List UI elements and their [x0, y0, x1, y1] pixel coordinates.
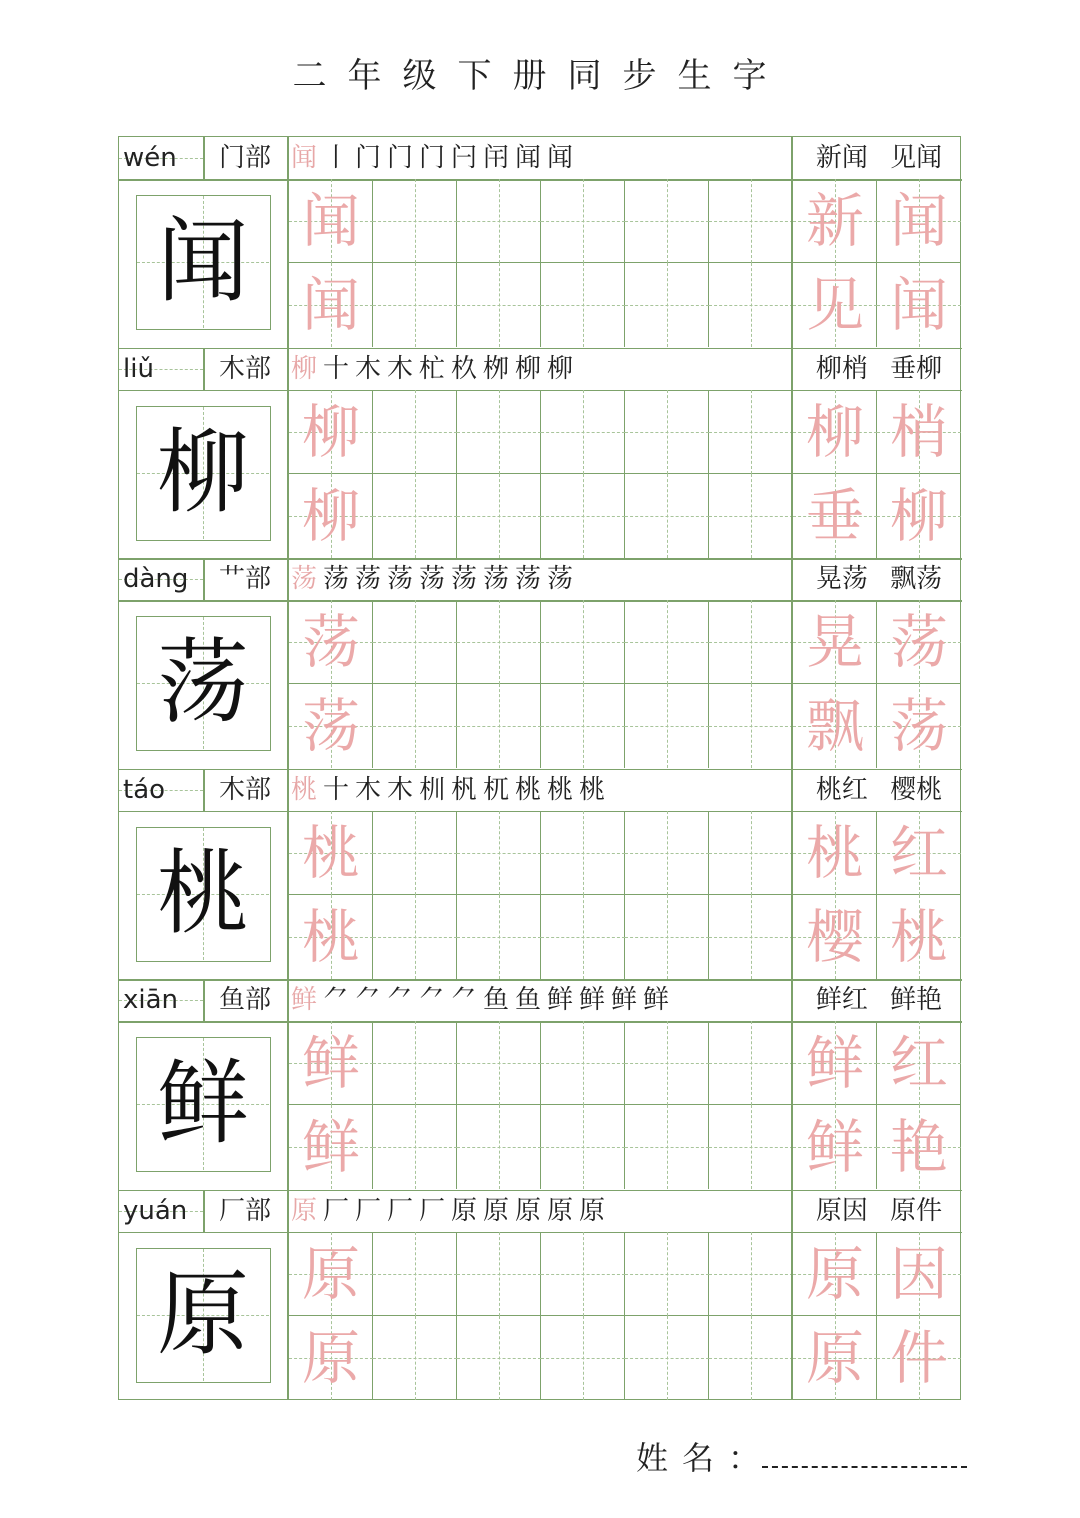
char-block [119, 769, 962, 980]
word-trace-char: 闻 [889, 271, 948, 339]
example-words: 桃红 樱桃 [815, 774, 943, 805]
example-words: 鲜红 鲜艳 [815, 985, 943, 1015]
cell-guide [751, 474, 752, 558]
header-separator [791, 137, 793, 179]
pinyin: liǔ [123, 353, 154, 384]
practice-cell[interactable] [625, 474, 709, 558]
trace-char: 荡 [301, 608, 360, 676]
cell-guide [667, 684, 668, 768]
model-char-box [136, 406, 271, 541]
practice-cell[interactable] [289, 684, 373, 768]
practice-cell[interactable] [709, 1316, 793, 1400]
model-char-box [136, 195, 271, 330]
example-words: 柳梢 垂柳 [815, 353, 943, 384]
practice-cell[interactable] [457, 474, 541, 558]
stroke-order-full: 荡 [291, 564, 324, 594]
trace-char: 闻 [301, 187, 360, 255]
model-char-box [136, 1037, 271, 1172]
header-separator [287, 137, 289, 179]
cell-guide [667, 1021, 668, 1105]
word-trace-char: 荡 [889, 608, 948, 676]
name-field[interactable] [762, 1466, 967, 1468]
cell-guide [583, 474, 584, 558]
practice-cell[interactable] [457, 1105, 541, 1189]
cell-guide [751, 684, 752, 768]
stroke-order-full: 桃 [291, 774, 324, 805]
cell-guide [667, 1316, 668, 1400]
trace-char: 柳 [301, 397, 360, 466]
cell-guide [667, 390, 668, 474]
example-words: 原因 原件 [815, 1195, 943, 1226]
practice-cell[interactable] [373, 263, 457, 347]
stroke-order-steps: 荡荡荡荡荡荡荡荡 [323, 564, 580, 594]
practice-cell[interactable] [625, 811, 709, 895]
page-title: 二年级下册同步生字 [292, 56, 788, 96]
practice-cell[interactable] [709, 600, 793, 684]
trace-char: 鲜 [301, 1029, 360, 1097]
trace-char: 荡 [301, 692, 360, 760]
char-block [119, 558, 962, 769]
stroke-order-full: 原 [291, 1195, 324, 1226]
words-column-border [791, 179, 793, 348]
radical: 木部 [218, 774, 271, 805]
practice-cell[interactable] [289, 1232, 373, 1316]
word-trace-char: 柳 [805, 397, 864, 466]
cell-guide [499, 390, 500, 474]
cell-guide [499, 1021, 500, 1105]
name-label: 姓名： [636, 1439, 775, 1477]
word-trace-char: 见 [805, 271, 864, 339]
practice-cell[interactable] [289, 474, 373, 558]
cell-guide [751, 263, 752, 347]
practice-cell[interactable] [625, 263, 709, 347]
trace-char: 桃 [301, 902, 360, 971]
header-separator [791, 979, 793, 1021]
cell-guide [583, 1232, 584, 1316]
example-words: 新闻 见闻 [815, 143, 943, 173]
word-trace-char: 晃 [805, 608, 864, 676]
stroke-order [291, 769, 791, 811]
cell-guide [583, 600, 584, 684]
model-char-box [136, 616, 271, 751]
practice-cell[interactable] [625, 600, 709, 684]
word-trace-char: 艳 [889, 1113, 948, 1181]
practice-cell[interactable] [709, 390, 793, 474]
cell-guide [667, 895, 668, 979]
header-separator [287, 558, 289, 600]
practice-cell[interactable] [541, 179, 625, 263]
model-char: 原 [156, 1260, 249, 1368]
practice-cell[interactable] [373, 1232, 457, 1316]
word-cell[interactable] [793, 895, 877, 979]
word-cell[interactable] [793, 474, 877, 558]
cell-guide [415, 1316, 416, 1400]
cell-guide [415, 1021, 416, 1105]
practice-cell[interactable] [289, 263, 373, 347]
cell-guide [415, 1232, 416, 1316]
cell-guide [583, 684, 584, 768]
cell-guide [667, 474, 668, 558]
practice-sheet [118, 136, 961, 1400]
cell-guide [583, 1316, 584, 1400]
model-char: 桃 [156, 839, 249, 947]
practice-cell[interactable] [373, 179, 457, 263]
cell-guide [751, 1316, 752, 1400]
trace-char: 柳 [301, 481, 360, 550]
practice-cell[interactable] [709, 1021, 793, 1105]
words-column-border [791, 600, 793, 769]
word-trace-char: 鲜 [805, 1113, 864, 1181]
practice-cell[interactable] [289, 1021, 373, 1105]
stroke-order-steps: 十木木杊杋杌桃桃桃 [323, 774, 612, 805]
practice-cell[interactable] [373, 390, 457, 474]
stroke-order [291, 348, 791, 390]
practice-cell[interactable] [541, 1316, 625, 1400]
practice-cell[interactable] [541, 1105, 625, 1189]
stroke-order [291, 1190, 791, 1232]
model-char-box [136, 827, 271, 962]
practice-cell[interactable] [625, 1021, 709, 1105]
words-column-border [791, 1232, 793, 1401]
example-words: 晃荡 飘荡 [815, 564, 943, 594]
cell-guide [415, 1105, 416, 1189]
cell-guide [415, 895, 416, 979]
stroke-order-steps: 丨门门门闩闬闻闻 [323, 143, 580, 173]
practice-cell[interactable] [625, 1105, 709, 1189]
cell-guide [751, 1105, 752, 1189]
word-cell[interactable] [877, 600, 961, 684]
practice-cell[interactable] [289, 390, 373, 474]
char-block [119, 1190, 962, 1401]
word-trace-char: 鲜 [805, 1029, 864, 1097]
word-cell[interactable] [877, 474, 961, 558]
word-trace-char: 梢 [889, 397, 948, 466]
practice-cell[interactable] [709, 684, 793, 768]
cell-guide [499, 684, 500, 768]
model-char: 闻 [156, 208, 249, 315]
char-block [119, 348, 962, 559]
cell-guide [415, 263, 416, 347]
word-cell[interactable] [877, 895, 961, 979]
words-column-border [791, 390, 793, 559]
cell-guide [499, 1232, 500, 1316]
word-cell[interactable] [793, 390, 877, 474]
practice-cell[interactable] [457, 600, 541, 684]
practice-cell[interactable] [457, 263, 541, 347]
cell-guide [751, 895, 752, 979]
cell-guide [751, 390, 752, 474]
practice-cell[interactable] [709, 263, 793, 347]
practice-cell[interactable] [373, 684, 457, 768]
practice-cell[interactable] [289, 600, 373, 684]
words-column-border [791, 811, 793, 980]
word-trace-char: 柳 [889, 481, 948, 550]
practice-cell[interactable] [541, 263, 625, 347]
practice-cell[interactable] [625, 390, 709, 474]
word-cell[interactable] [877, 1316, 961, 1400]
stroke-order-full: 闻 [291, 143, 324, 173]
pinyin: xiān [123, 985, 179, 1015]
practice-cell[interactable] [541, 1021, 625, 1105]
header-separator [791, 558, 793, 600]
practice-cell[interactable] [709, 1105, 793, 1189]
word-cell[interactable] [877, 811, 961, 895]
cell-guide [499, 474, 500, 558]
word-cell[interactable] [793, 1021, 877, 1105]
cell-guide [415, 600, 416, 684]
practice-cell[interactable] [373, 600, 457, 684]
cell-guide [583, 179, 584, 263]
practice-cell[interactable] [373, 811, 457, 895]
stroke-order-full: 鲜 [291, 985, 324, 1015]
practice-cell[interactable] [373, 474, 457, 558]
practice-cell[interactable] [373, 1316, 457, 1400]
practice-cell[interactable] [709, 474, 793, 558]
practice-cell[interactable] [709, 1232, 793, 1316]
practice-cell[interactable] [457, 390, 541, 474]
word-cell[interactable] [793, 1105, 877, 1189]
cell-guide [499, 179, 500, 263]
word-trace-char: 垂 [805, 481, 864, 550]
practice-cell[interactable] [541, 390, 625, 474]
practice-cell[interactable] [625, 179, 709, 263]
cell-guide [583, 1021, 584, 1105]
trace-char: 原 [301, 1323, 360, 1392]
word-cell[interactable] [877, 1021, 961, 1105]
pinyin: wén [123, 143, 177, 173]
word-trace-char: 闻 [889, 187, 948, 255]
cell-guide [499, 263, 500, 347]
stroke-order-steps: 十木木杧杦栁柳柳 [323, 353, 580, 384]
header-separator [791, 348, 793, 390]
cell-guide [667, 600, 668, 684]
word-cell[interactable] [793, 684, 877, 768]
practice-cell[interactable] [457, 895, 541, 979]
word-cell[interactable] [877, 179, 961, 263]
practice-cell[interactable] [457, 179, 541, 263]
radical: 木部 [218, 353, 271, 384]
word-trace-char: 件 [889, 1323, 948, 1392]
practice-cell[interactable] [625, 684, 709, 768]
cell-guide [499, 1316, 500, 1400]
practice-cell[interactable] [289, 179, 373, 263]
cell-guide [415, 179, 416, 263]
practice-cell[interactable] [457, 1316, 541, 1400]
cell-guide [583, 263, 584, 347]
stroke-order [291, 137, 791, 179]
word-cell[interactable] [877, 1232, 961, 1316]
header-separator [791, 769, 793, 811]
cell-guide [667, 1232, 668, 1316]
word-trace-char: 红 [889, 1029, 948, 1097]
radical: 艹部 [218, 564, 271, 594]
cell-guide [667, 179, 668, 263]
practice-cell[interactable] [289, 895, 373, 979]
cell-guide [751, 179, 752, 263]
pinyin: táo [123, 774, 166, 805]
model-char: 柳 [156, 418, 249, 526]
practice-cell[interactable] [541, 684, 625, 768]
word-cell[interactable] [793, 263, 877, 347]
word-cell[interactable] [793, 179, 877, 263]
practice-cell[interactable] [457, 811, 541, 895]
model-char: 荡 [156, 629, 249, 736]
word-trace-char: 红 [889, 818, 948, 887]
practice-cell[interactable] [625, 895, 709, 979]
header-separator [287, 769, 289, 811]
word-trace-char: 飘 [805, 692, 864, 760]
cell-guide [415, 474, 416, 558]
cell-guide [415, 390, 416, 474]
practice-cell[interactable] [625, 1316, 709, 1400]
cell-guide [751, 1021, 752, 1105]
practice-cell[interactable] [289, 811, 373, 895]
char-block [119, 979, 962, 1190]
practice-cell[interactable] [457, 684, 541, 768]
word-trace-char: 桃 [805, 818, 864, 887]
practice-cell[interactable] [289, 1316, 373, 1400]
cell-guide [499, 895, 500, 979]
word-cell[interactable] [877, 390, 961, 474]
stroke-order-steps: ⺈⺈⺈⺈⺈鱼鱼鲜鲜鲜鲜 [323, 985, 676, 1015]
stroke-order-full: 柳 [291, 353, 324, 384]
cell-guide [499, 600, 500, 684]
cell-guide [667, 811, 668, 895]
word-trace-char: 桃 [889, 902, 948, 971]
header-separator [287, 979, 289, 1021]
word-trace-char: 樱 [805, 902, 864, 971]
cell-guide [751, 600, 752, 684]
stroke-order [291, 558, 791, 600]
word-trace-char: 新 [805, 187, 864, 255]
header-separator [287, 1190, 289, 1232]
cell-guide [583, 811, 584, 895]
practice-cell[interactable] [457, 1232, 541, 1316]
practice-cell[interactable] [709, 811, 793, 895]
word-cell[interactable] [877, 684, 961, 768]
practice-cell[interactable] [289, 1105, 373, 1189]
practice-cell[interactable] [541, 600, 625, 684]
practice-cell[interactable] [457, 1021, 541, 1105]
cell-guide [499, 1105, 500, 1189]
char-block [119, 137, 962, 348]
trace-char: 闻 [301, 271, 360, 339]
word-cell[interactable] [877, 1105, 961, 1189]
header-separator [287, 348, 289, 390]
trace-char: 鲜 [301, 1113, 360, 1181]
cell-guide [415, 684, 416, 768]
cell-guide [583, 390, 584, 474]
practice-cell[interactable] [541, 895, 625, 979]
practice-cell[interactable] [373, 895, 457, 979]
radical: 鱼部 [218, 985, 271, 1015]
cell-guide [667, 1105, 668, 1189]
practice-cell[interactable] [541, 474, 625, 558]
word-trace-char: 荡 [889, 692, 948, 760]
cell-guide [415, 811, 416, 895]
radical: 门部 [218, 143, 271, 173]
practice-cell[interactable] [709, 179, 793, 263]
word-cell[interactable] [793, 600, 877, 684]
word-cell[interactable] [793, 1232, 877, 1316]
words-column-border [791, 1021, 793, 1190]
trace-char: 桃 [301, 818, 360, 887]
pinyin: yuán [123, 1195, 188, 1226]
word-cell[interactable] [793, 811, 877, 895]
word-cell[interactable] [877, 263, 961, 347]
practice-cell[interactable] [373, 1105, 457, 1189]
model-char: 鲜 [156, 1050, 249, 1157]
practice-cell[interactable] [709, 895, 793, 979]
radical: 厂部 [218, 1195, 271, 1226]
cell-guide [667, 263, 668, 347]
stroke-order [291, 979, 791, 1021]
cell-guide [583, 1105, 584, 1189]
word-trace-char: 原 [805, 1239, 864, 1308]
word-cell[interactable] [793, 1316, 877, 1400]
practice-cell[interactable] [541, 811, 625, 895]
pinyin: dàng [123, 564, 189, 594]
model-char-box [136, 1248, 271, 1383]
word-trace-char: 因 [889, 1239, 948, 1308]
word-trace-char: 原 [805, 1323, 864, 1392]
practice-cell[interactable] [625, 1232, 709, 1316]
cell-guide [583, 895, 584, 979]
practice-cell[interactable] [373, 1021, 457, 1105]
practice-cell[interactable] [541, 1232, 625, 1316]
stroke-order-steps: 厂厂厂厂原原原原原 [323, 1195, 612, 1226]
cell-guide [751, 811, 752, 895]
trace-char: 原 [301, 1239, 360, 1308]
header-separator [791, 1190, 793, 1232]
cell-guide [499, 811, 500, 895]
cell-guide [751, 1232, 752, 1316]
